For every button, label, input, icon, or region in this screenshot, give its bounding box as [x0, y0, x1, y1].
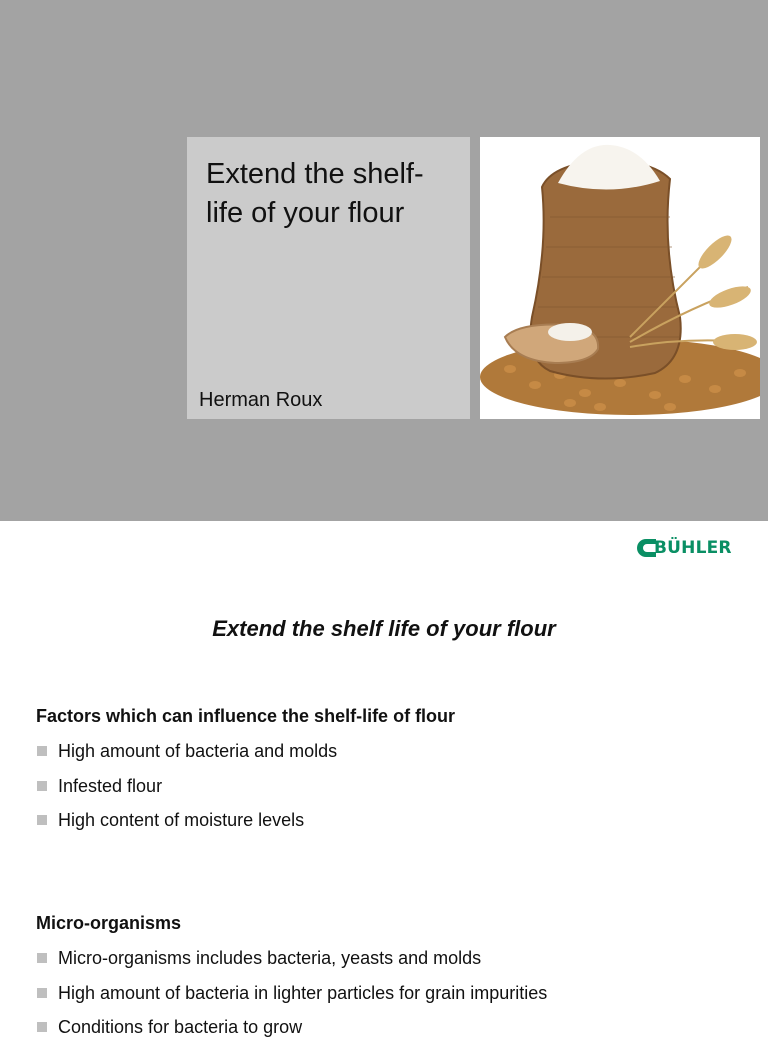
slide-title [206, 155, 461, 233]
list-item [37, 741, 337, 762]
bullet-square-icon [37, 953, 47, 963]
bullet-text: Conditions for bacteria to grow [58, 1017, 303, 1037]
list-item [37, 983, 547, 1004]
bullet-square-icon [37, 746, 47, 756]
slide-heading: Extend the shelf life of your flour [212, 616, 556, 641]
bullet-text: High amount of bacteria in lighter particles for grain impurities [58, 983, 548, 1003]
title-box [187, 137, 470, 419]
list-item [37, 776, 162, 797]
bullet-square-icon [37, 988, 47, 998]
bullet-square-icon [37, 815, 47, 825]
bullet-text: Infested flour [58, 776, 163, 796]
slide-title-line-2: life of your flour [206, 197, 405, 229]
list-item [37, 1017, 302, 1038]
list-item [37, 948, 481, 969]
bullet-text: High amount of bacteria and molds [58, 741, 338, 761]
wheat-ears [694, 231, 757, 350]
flour-sack-illustration [480, 137, 760, 419]
flour-mound [558, 145, 660, 190]
bullet-text: High content of moisture levels [58, 810, 305, 830]
scoop-flour [548, 323, 592, 341]
slide-title-line-1: Extend the shelf- [206, 158, 424, 190]
list-item [37, 810, 304, 831]
bullet-text: Micro-organisms includes bacteria, yeasts and molds [58, 948, 482, 968]
section-heading-factors: Factors which can influence the shelf-life of flour [36, 706, 456, 726]
flour-sack-photo [480, 137, 760, 419]
buhler-logo-text: BÜHLER [654, 538, 732, 558]
content-slide [0, 521, 768, 1037]
bullet-square-icon [37, 781, 47, 791]
buhler-logo [636, 537, 732, 559]
author-name: Herman Roux [199, 389, 323, 411]
section-heading-micro-organisms: Micro-organisms [36, 913, 182, 933]
